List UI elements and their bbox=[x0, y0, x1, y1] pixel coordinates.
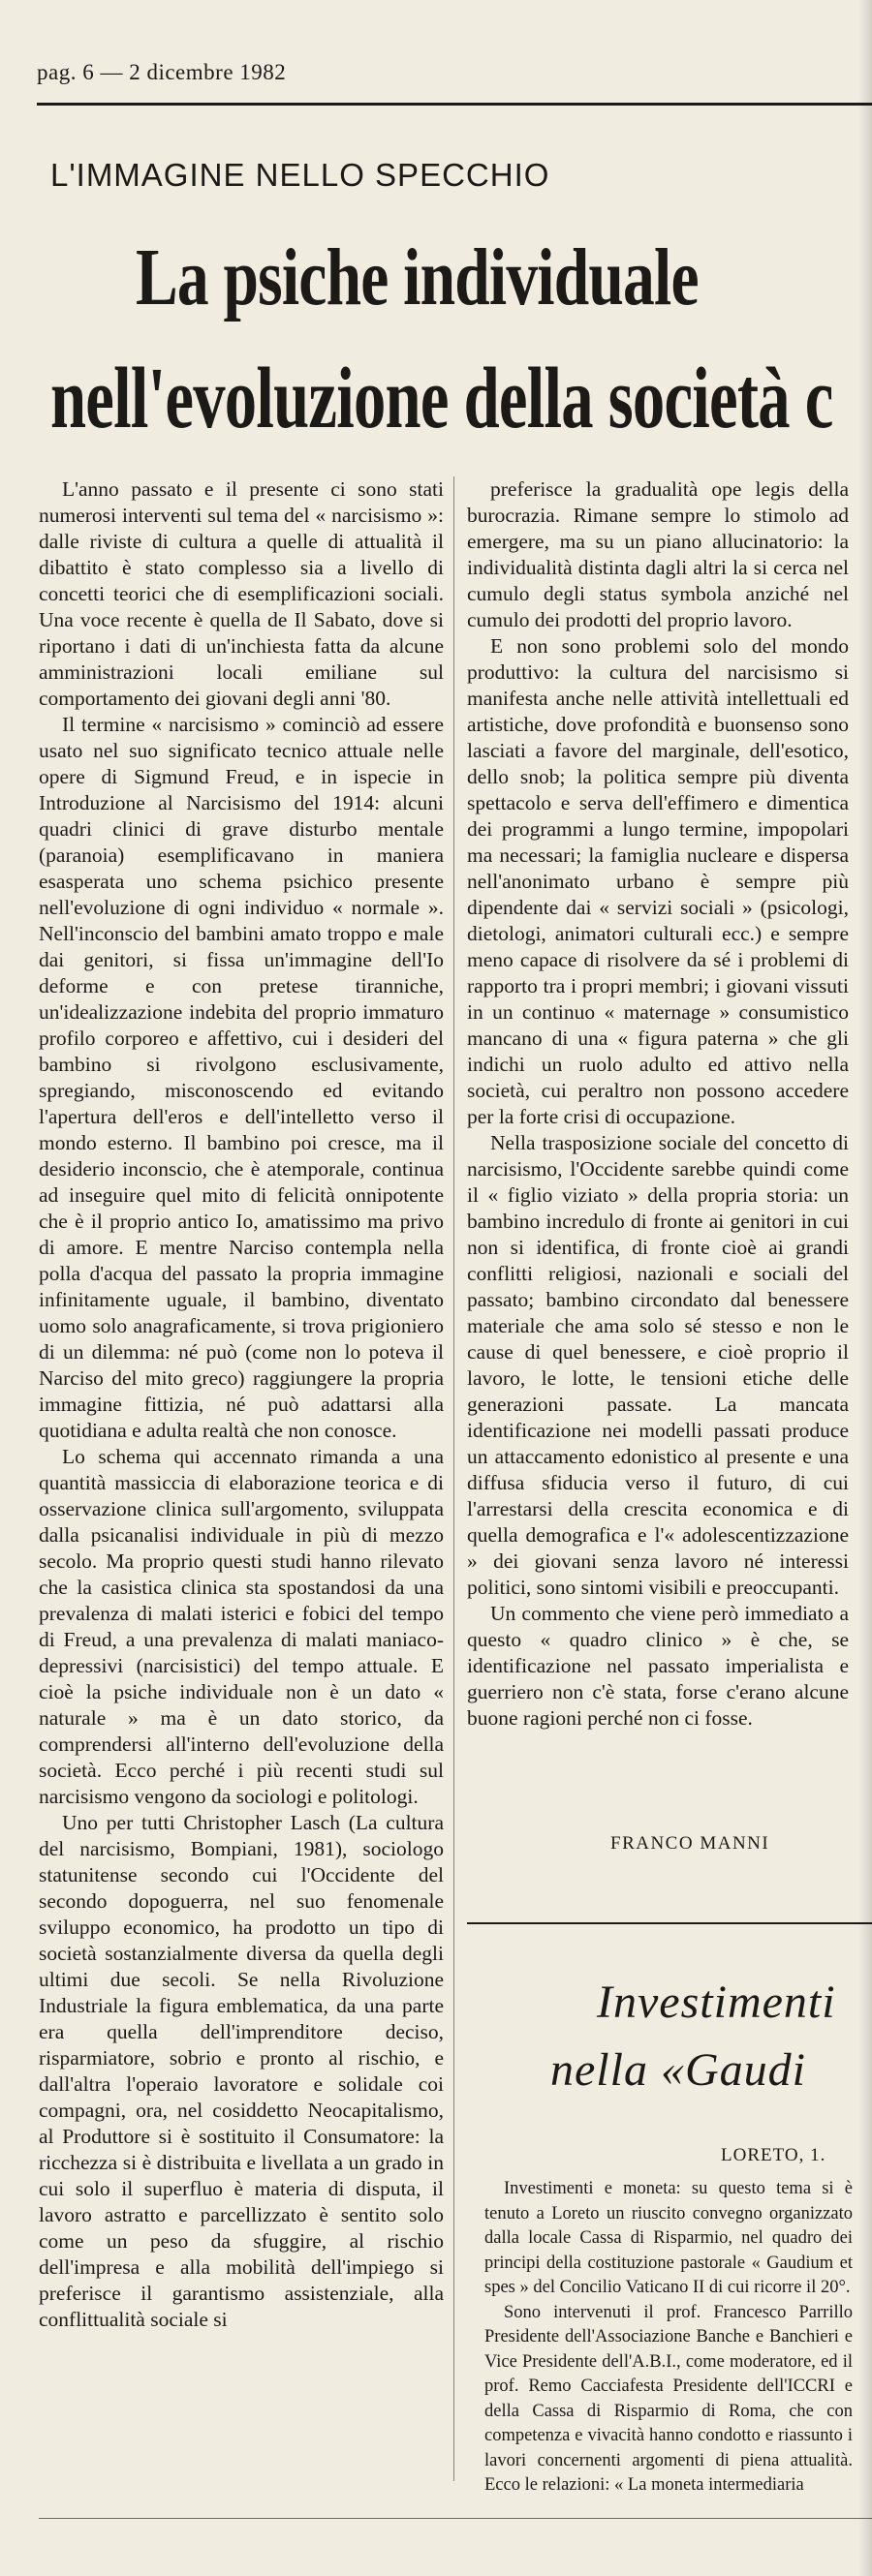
page-edge-shadow bbox=[858, 0, 872, 2576]
paragraph: Uno per tutti Christopher Lasch (La cultura del narcisismo, Bompiani, 1981), sociologo statunitense secondo cui l'Occidente del secondo dopoguerra, nel suo fenomenale sviluppo economico, ha prodotto un tipo di società sostanzialmente diversa da quella degli ultimi due secoli. Se nella Rivoluzione Industriale la figura emblematica, da una parte era quella dell'imprenditore deciso, risparmiatore, sobrio e pronto al rischio, e dall'altra l'operaio lavoratore e solidale coi compagni, ora, nel cosiddetto Neocapitalismo, al Produttore si è sostituito il Consumatore: la ricchezza si è distribuita e livellata a un grado in cui solo il superfluo è materia di disputa, il lavoro astratto e parcellizzato è sentito solo come un peso da sfuggire, al rischio dell'impresa e alla mobilità dell'impiego si preferisce il garantismo assistenziale, alla conflittualità sociale si bbox=[39, 1811, 444, 2331]
author-signature: FRANCO MANNI bbox=[610, 1833, 770, 1854]
paragraph: Il termine « narcisismo » cominciò ad essere usato nel suo significato tecnico attuale nelle opere di Sigmund Freud, e in ispecie in Introduzione al Narcisismo del 1914: alcuni quadri clinici di grave disturbo mentale (paranoia) esemplificavano in maniera esasperata uno schema psichico presente nell'evoluzione di ogni individuo « normale ». Nell'inconscio del bambini amato troppo e male dai genitori, si fissa un'immagine dell'Io deforme e con pretese tiranniche, un'idealizzazione indebita del proprio immaturo profilo corporeo e affettivo, cui i desideri del bambino si rivolgono esclusivamente, spregiando, misconoscendo ed evitando l'apertura dell'eros e dell'intelletto verso il mondo esterno. Il bambino poi cresce, ma il desiderio inconscio, che è atemporale, continua ad inseguire quel mito di felicità onnipotente che è il proprio antico Io, amatissimo ma privo di amore. E mentre Narciso contempla nella polla d'acqua del passato la propria immagine infinitamente uguale, il bambino, diventato uomo solo anagraficamente, si trova prigioniero di un dilemma: né può (come non lo poteva il Narciso del mito greco) raggiungere la propria immagine fittizia, né può adattarsi alla quotidiana e adulta realtà che non conosce. bbox=[39, 713, 444, 1442]
headline-line-1: La psiche individuale bbox=[136, 232, 699, 322]
paragraph: preferisce la gradualità ope legis della burocrazia. Rimane sempre lo stimolo ad emergere, ma su un piano allucinatorio: la individualità distinta dagli altri la si cerca nel cumulo degli status symbola anziché nel cumulo dei prodotti del proprio lavoro. bbox=[467, 477, 849, 631]
page-date-header: pag. 6 — 2 dicembre 1982 bbox=[37, 60, 287, 84]
paragraph: Investimenti e moneta: su questo tema si è tenuto a Loreto un riuscito convegno organizzato dalla locale Cassa di Risparmio, nel quadro dei principi della costituzione pastorale « Gaudium et spes » del Concilio Vaticano II di cui ricorre il 20°. bbox=[484, 2179, 853, 2297]
paragraph: Un commento che viene però immediato a questo « quadro clinico » è che, se identificazione nel passato imperialista e guerriero non c'è stata, forse c'erano alcune buone ragioni perché non ci fosse. bbox=[467, 1602, 849, 1730]
paragraph: L'anno passato e il presente ci sono stati numerosi interventi sul tema del « narcisismo »: dalle riviste di cultura a quelle di attualità il dibattito è stato complesso sia a livello di concetti teorici che di esemplificazioni sociali. Una voce recente è quella de Il Sabato, dove si riportano i dati di un'inchiesta fatta da alcune amministrazioni locali emiliane sul comportamento dei giovani degli anni '80. bbox=[39, 477, 444, 710]
top-rule bbox=[37, 103, 872, 106]
second-headline-line-2: nella «Gaudi bbox=[550, 2044, 806, 2096]
dateline: LORETO, 1. bbox=[721, 2145, 826, 2165]
second-headline-line-1: Investimenti bbox=[597, 1977, 836, 2028]
headline-line-2: nell'evoluzione della società c bbox=[50, 351, 833, 446]
article-kicker: L'IMMAGINE NELLO SPECCHIO bbox=[50, 157, 550, 193]
paragraph: Nella trasposizione sociale del concetto di narcisismo, l'Occidente sarebbe quindi come il « figlio viziato » della propria storia: un bambino incredulo di fronte ai genitori in cui non si identifica, di fronte cioè ai grandi conflitti religiosi, nazionali e sociali del passato; bambino circondato dal benessere materiale che ama solo sé stesso e non le cause di quel benessere, e cioè proprio il lavoro, le lotte, le tensioni etiche delle generazioni passate. La mancata identificazione nei modelli passati produce un attaccamento edonistico al presente e una diffusa sfiducia verso il futuro, di cui l'arrestarsi della crescita economica e di quella demografica e l'« adolescentizzazione » dei giovani senza lavoro né interessi politici, sono sintomi visibili e preoccupanti. bbox=[467, 1131, 849, 1599]
second-article-body bbox=[484, 2177, 853, 2497]
column-divider bbox=[453, 476, 454, 2481]
bottom-rule bbox=[39, 2518, 872, 2519]
section-rule bbox=[467, 1922, 872, 1924]
paragraph: Sono intervenuti il prof. Francesco Parrillo Presidente dell'Associazione Banche e Banchieri e Vice Presidente dell'A.B.I., come moderatore, ed il prof. Remo Cacciafesta Presidente dell'ICCRI e della Cassa di Risparmio di Roma, che con competenza e vivacità hanno condotto e riassunto i lavori concernenti argomenti di piena attualità. Ecco le relazioni: « La moneta intermediaria bbox=[484, 2302, 853, 2495]
article-column-left bbox=[39, 476, 444, 2486]
article-column-middle bbox=[467, 476, 849, 1813]
paragraph: E non sono problemi solo del mondo produttivo: la cultura del narcisismo si manifesta anche nelle attività intellettuali ed artistiche, dove profondità e buonsenso sono lasciati a favore del marginale, dell'esotico, dello snob; la politica sempre più diventa spettacolo e serva dell'effimero e dimentica dei programmi a lungo termine, impopolari ma necessari; la famiglia nucleare e dispersa nell'anonimato urbano è sempre più dipendente dai « servizi sociali » (psicologi, dietologi, animatori culturali ecc.) e sempre meno capace di risolvere da sé i problemi di rapporto tra i propri membri; i giovani vissuti in un continuo « maternage » consumistico mancano di una « figura paterna » che gli indichi un ruolo adulto ed attivo nella società, cui peraltro non possono accedere per la forte crisi di occupazione. bbox=[467, 634, 849, 1128]
paragraph: Lo schema qui accennato rimanda a una quantità massiccia di elaborazione teorica e di osservazione clinica sull'argomento, sviluppata dalla psicanalisi individuale in più di mezzo secolo. Ma proprio questi studi hanno rilevato che la casistica clinica sta spostandosi da una prevalenza di malati isterici e fobici del tempo di Freud, a una prevalenza di malati maniaco-depressivi (narcisistici) del tempo attuale. E cioè la psiche individuale non è un dato « naturale » ma è un dato storico, da comprendersi all'interno dell'evoluzione della società. Ecco perché i più recenti studi sul narcisismo vengono da sociologi e politologi. bbox=[39, 1445, 444, 1808]
